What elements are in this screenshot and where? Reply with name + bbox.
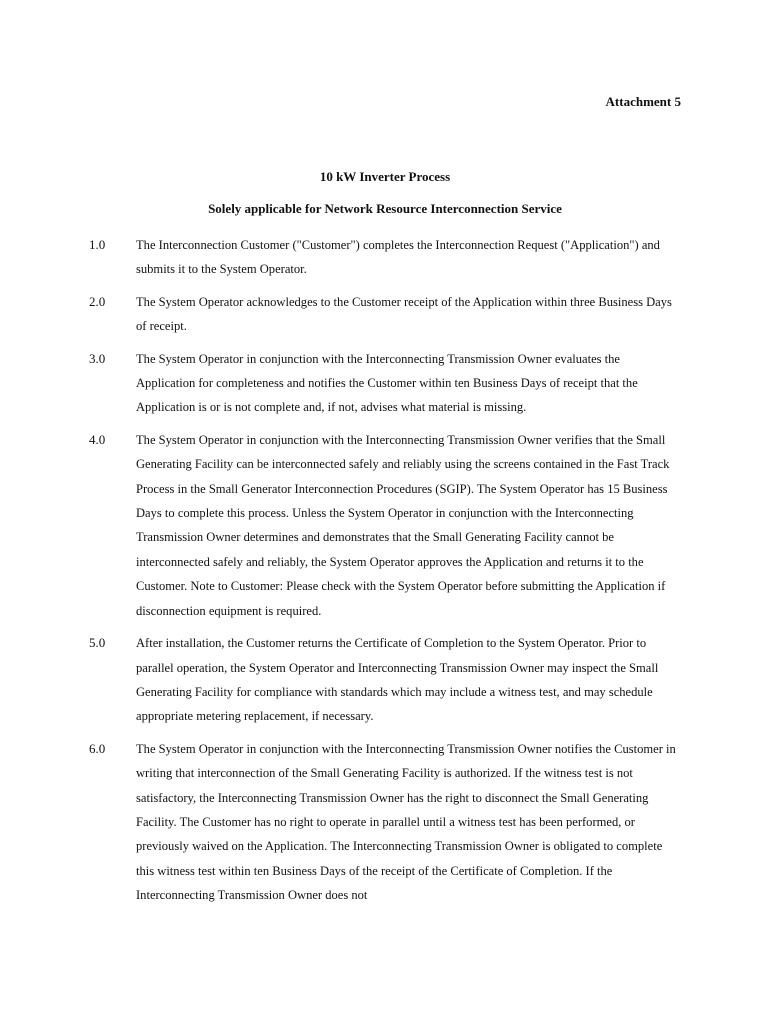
item-text: After installation, the Customer returns the Certificate of Completion to the System Operator. Prior to parallel operation, the System Operator and Interconnecting Transmission Owner may inspect the Small Generating Facility for compliance with standards which may include a witness test, and may schedule appropriate metering replacement, if necessary.	[136, 636, 659, 724]
item-text: The System Operator acknowledges to the Customer receipt of the Application within three Business Days of receipt.	[136, 294, 672, 334]
list-item	[0, 737, 770, 908]
item-number: 2.0	[89, 293, 106, 309]
item-text: The Interconnection Customer ("Customer") completes the Interconnection Request ("Application") and submits it to the System Operator.	[136, 238, 660, 277]
item-number: 4.0	[89, 431, 106, 447]
list-item	[0, 233, 770, 282]
attachment-label: Attachment 5	[605, 94, 681, 109]
document-title: 10 kW Inverter Process	[319, 169, 451, 184]
item-number: 5.0	[89, 635, 106, 651]
item-number: 6.0	[89, 740, 106, 756]
document-subtitle: Solely applicable for Network Resource Interconnection Service	[208, 201, 562, 216]
item-text: The System Operator in conjunction with the Interconnecting Transmission Owner notifies the Customer in writing that interconnection of the Small Generating Facility is authorized. If the witness test is not satisfactory, the Interconnecting Transmission Owner has the right to disconnect the Small Generating Facility. The Customer has no right to operate in parallel until a witness test has been performed, or previously waived on the Application. The Interconnecting Transmission Owner is obligated to complete this witness test within ten Business Days of the receipt of the Certificate of Completion. If the Interconnecting Transmission Owner does not	[136, 741, 676, 903]
list-item	[0, 631, 770, 729]
item-number: 1.0	[89, 237, 106, 252]
list-item	[0, 428, 770, 623]
list-item	[0, 347, 770, 420]
item-text: The System Operator in conjunction with the Interconnecting Transmission Owner verifies that the Small Generating Facility can be interconnected safely and reliably using the screens contained in the Fast Track Process in the Small Generator Interconnection Procedures (SGIP). The System Operator has 15 Business Days to complete this process. Unless the System Operator in conjunction with the Interconnecting Transmission Owner determines and demonstrates that the Small Generating Facility cannot be interconnected safely and reliably, the System Operator approves the Application and returns it to the Customer. Note to Customer: Please check with the System Operator before submitting the Application if disconnection equipment is required.	[136, 432, 670, 618]
item-number: 3.0	[89, 350, 106, 366]
list-item	[0, 290, 770, 339]
numbered-list	[0, 233, 770, 916]
item-text: The System Operator in conjunction with the Interconnecting Transmission Owner evaluates the Application for completeness and notifies the Customer within ten Business Days of receipt that the Application is or is not complete and, if not, advises what material is missing.	[136, 351, 638, 415]
